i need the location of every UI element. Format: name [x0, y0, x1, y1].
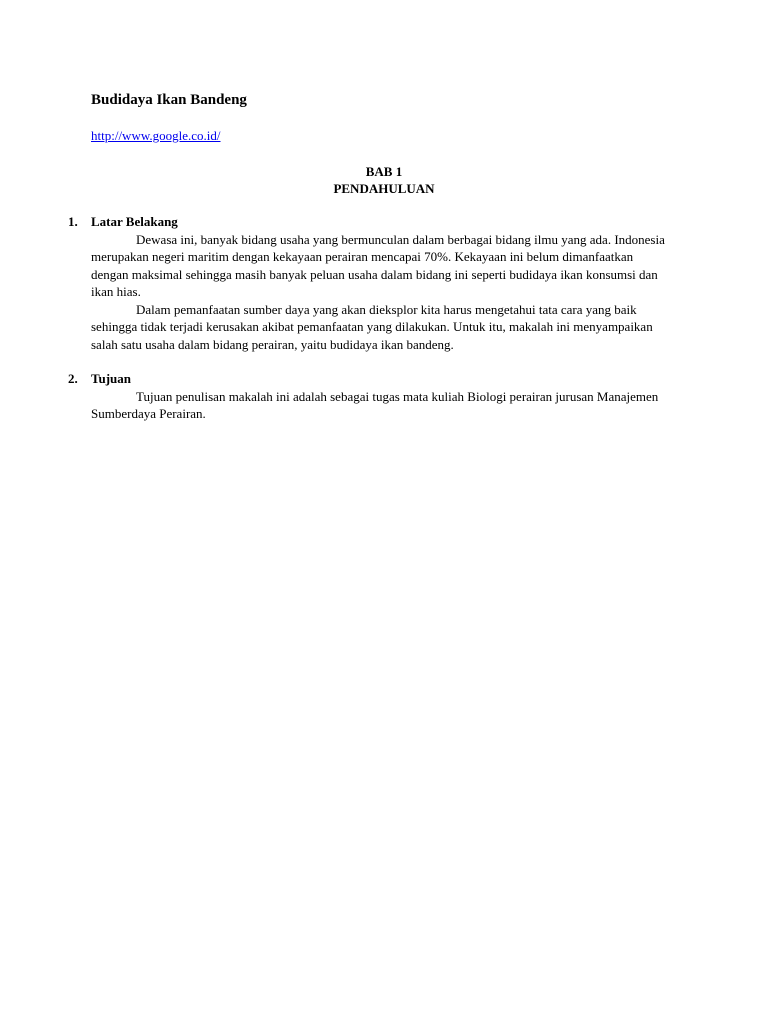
section-tujuan: [68, 370, 671, 423]
section-heading: [68, 213, 671, 231]
section-latar-belakang: [68, 213, 671, 353]
section-number: 1.: [68, 214, 78, 229]
paragraph: Dalam pemanfaatan sumber daya yang akan dieksplor kita harus mengetahui tata cara yang baik sehingga tidak terjadi kerusakan akibat pemanfaatan yang dilakukan. Untuk itu, makalah ini menyampaikan salah satu usaha dalam bidang perairan, yaitu budidaya ikan bandeng.: [91, 301, 653, 352]
section-heading: [68, 370, 671, 388]
chapter-label: BAB 1: [365, 164, 403, 179]
section-title: Latar Belakang: [91, 214, 178, 229]
section-number: 2.: [68, 371, 78, 386]
paragraph: Tujuan penulisan makalah ini adalah sebagai tugas mata kuliah Biologi perairan jurusan Manajemen Sumberdaya Perairan.: [91, 388, 659, 421]
section-title: Tujuan: [91, 371, 131, 386]
paragraph: Dewasa ini, banyak bidang usaha yang bermunculan dalam berbagai bidang ilmu yang ada. Indonesia merupakan negeri maritim dengan kekayaan perairan mencapai 70%. Kekayaan ini belum dimanfaatkan dengan maksimal sehingga masih banyak peluan usaha dalam bidang ini seperti budidaya ikan konsumsi dan ikan hias.: [91, 231, 665, 299]
chapter-heading: PENDAHULUAN: [333, 181, 435, 196]
source-link[interactable]: http://www.google.co.id/: [91, 128, 221, 143]
document-title: Budidaya Ikan Bandeng: [91, 92, 247, 108]
chapter-header: [0, 163, 768, 197]
